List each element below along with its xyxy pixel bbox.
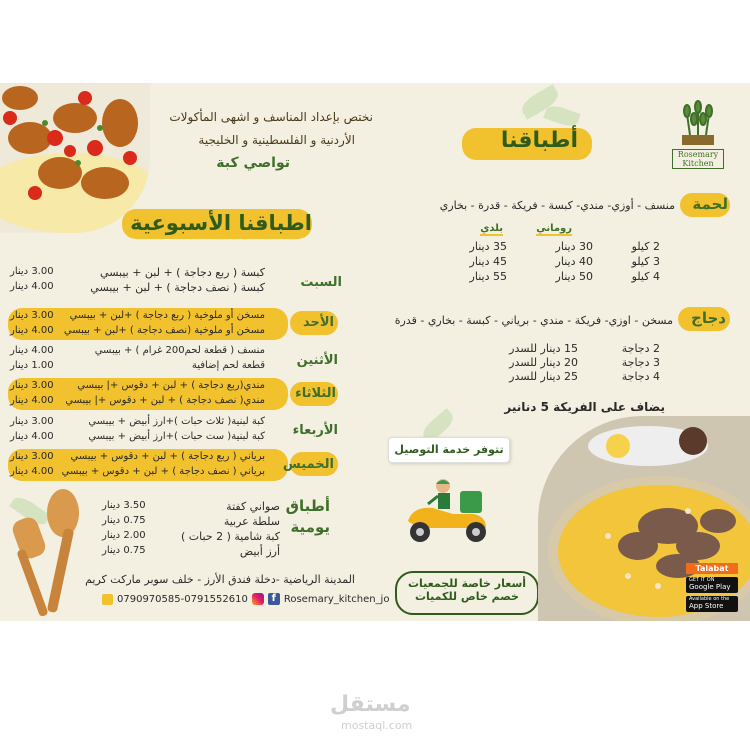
address: المدينة الرياضية -دخلة فندق الأرز - خلف سوبر ماركت كريم (85, 573, 355, 586)
daily-dish: سلطة عربية (223, 515, 280, 528)
menu-flyer (0, 83, 750, 621)
dish-price: 3.00 دينار (10, 416, 54, 427)
dish-text: منسف ( قطعة لحم200 غرام ) + بيبسي (94, 345, 265, 356)
daily-dish: كبة شامية ( 2 حبات ) (180, 530, 280, 543)
dish-text: برياني ( نصف دجاجة ) + لبن + دقوس + بيبسي (61, 466, 265, 477)
dish-price: 4.00 دينار (10, 281, 54, 292)
offers-box (395, 571, 539, 615)
meat-kilo: 2 كيلو (631, 240, 660, 253)
brand-logo (672, 97, 724, 168)
contact-bar (102, 593, 389, 605)
meat-label: لحمة (692, 195, 728, 213)
day-name: الثلاثاء (295, 386, 336, 401)
chicken-price: 15 دينار للسدر (509, 342, 578, 355)
meat-roman-price: 50 دينار (555, 270, 593, 283)
facebook-icon[interactable]: f (268, 593, 280, 605)
dish-text: مسخن أو ملوخية ( ربع دجاجة ) +لبن + بيبسي (69, 310, 265, 321)
our-dishes-title: أطباقنا (500, 128, 578, 153)
meat-local-price: 35 دينار (469, 240, 507, 253)
dish-price: 3.00 دينار (10, 451, 54, 462)
watermark-url: mostaql.com (341, 719, 413, 732)
meat-dishes: منسف - أوزي- مندي- كبسة - فريكة - قدرة - بخاري (439, 199, 675, 212)
meat-kilo: 4 كيلو (631, 270, 660, 283)
dish-price: 3.00 دينار (10, 380, 54, 391)
day-name: الخميس (282, 457, 334, 472)
weekly-table (0, 261, 350, 521)
app-store-small: Available on the (689, 596, 730, 602)
meat-kilo: 3 كيلو (631, 255, 660, 268)
watermark-arabic: مستقل (330, 692, 411, 717)
app-badges (686, 563, 738, 612)
rosemary-icon (672, 97, 724, 145)
dish-price: 3.00 دينار (10, 310, 54, 321)
intro-line-2: الأردنية و الفلسطينية و الخليجية (198, 133, 355, 147)
chicken-count: 2 دجاجة (621, 342, 660, 355)
app-store-label: App Store (689, 602, 724, 610)
meat-local-price: 55 دينار (469, 270, 507, 283)
day-name: السبت (300, 275, 342, 290)
chicken-label: دجاج (691, 309, 726, 327)
dish-text: مسخن أو ملوخية (نصف دجاجة ) +لبن + بيبسي (63, 325, 265, 336)
dish-price: 4.00 دينار (10, 395, 54, 406)
daily-title-1: أطباق (285, 497, 330, 515)
google-play-label: Google Play (689, 583, 731, 591)
phone-icon (102, 594, 113, 605)
chicken-count: 4 دجاجة (621, 370, 660, 383)
dish-price: 1.00 دينار (10, 360, 54, 371)
instagram-icon[interactable] (252, 593, 264, 605)
dish-text: برياني ( ربع دجاجة ) + لبن + دقوس + بيبسي (70, 451, 265, 462)
dish-price: 3.00 دينار (10, 266, 54, 277)
google-play-small: GET IT ON (689, 577, 715, 583)
daily-dish: صواني كفتة (226, 500, 280, 513)
daily-price: 3.50 دينار (102, 500, 146, 511)
dish-text: كبة لبنية( ثلاث حبات )+ارز أبيض + بيبسي (88, 416, 265, 427)
dish-text: كبسة ( نصف دجاجة ) + لبن + بيبسي (90, 281, 265, 294)
dish-text: كبسة ( ربع دجاجة ) + لبن + بيبسي (100, 266, 265, 279)
day-name: الأثنين (296, 353, 338, 368)
dish-price: 4.00 دينار (10, 345, 54, 356)
dish-price: 4.00 دينار (10, 325, 54, 336)
daily-dish: أرز أبيض (239, 545, 280, 558)
delivery-scooter-icon (398, 476, 498, 546)
social-handle[interactable]: Rosemary_kitchen_jo (283, 593, 390, 605)
meat-local-price: 45 دينار (469, 255, 507, 268)
meat-roman-price: 40 دينار (555, 255, 593, 268)
offers-line-2: خصم خاص للكميات (415, 590, 519, 603)
brand-name-1: Rosemary (677, 150, 719, 159)
dish-price: 4.00 دينار (10, 431, 54, 442)
phone-numbers: 0790970585-0791552610 (117, 593, 248, 605)
chicken-count: 3 دجاجة (621, 356, 660, 369)
frekeh-note: يضاف على الفريكة 5 دنانير (504, 400, 665, 414)
app-store-badge[interactable] (686, 596, 738, 612)
meat-roman-price: 30 دينار (555, 240, 593, 253)
intro-line-3: تواصي كبة (216, 155, 290, 171)
brand-name-2: Kitchen (682, 159, 714, 168)
talabat-badge[interactable]: Talabat (686, 563, 738, 574)
dish-text: مندي( نصف دجاجة ) + لبن + دقوس +| بيبسي (65, 395, 265, 406)
chicken-dishes: مسخن - اوزي- فريكة - مندي - برياني - كبسة - بخاري - قدرة (394, 314, 673, 327)
dish-price: 4.00 دينار (10, 466, 54, 477)
dish-text: قطعة لحم إضافية (191, 360, 265, 371)
chicken-price: 25 دينار للسدر (509, 370, 578, 383)
wooden-spoons-icon (8, 488, 88, 618)
delivery-badge (388, 437, 510, 463)
meat-col-roman: روماني (536, 223, 572, 234)
dish-text: كبة لبنية( ست حبات )+ارز أبيض + بيبسي (88, 431, 265, 442)
daily-price: 0.75 دينار (102, 545, 146, 556)
weekly-title: اطباقنا الأسبوعية (130, 211, 312, 235)
dish-text: مندي(ربع دجاجة ) + لبن + دقوس +| بيبسي (77, 380, 265, 391)
daily-price: 2.00 دينار (102, 530, 146, 541)
daily-title-2: يومية (290, 518, 330, 536)
intro-line-1: نختص بإعداد المناسف و اشهى المأكولات (169, 110, 373, 124)
daily-price: 0.75 دينار (102, 515, 146, 526)
meat-col-local: بلدي (480, 223, 503, 234)
delivery-text: تتوفر خدمة التوصيل (394, 443, 504, 456)
leaf-decoration (543, 103, 580, 130)
day-name: الأحد (302, 315, 334, 330)
google-play-badge[interactable] (686, 577, 738, 593)
chicken-price: 20 دينار للسدر (509, 356, 578, 369)
day-name: الأربعاء (292, 423, 338, 438)
offers-line-1: أسعار خاصة للجمعيات (407, 577, 527, 590)
